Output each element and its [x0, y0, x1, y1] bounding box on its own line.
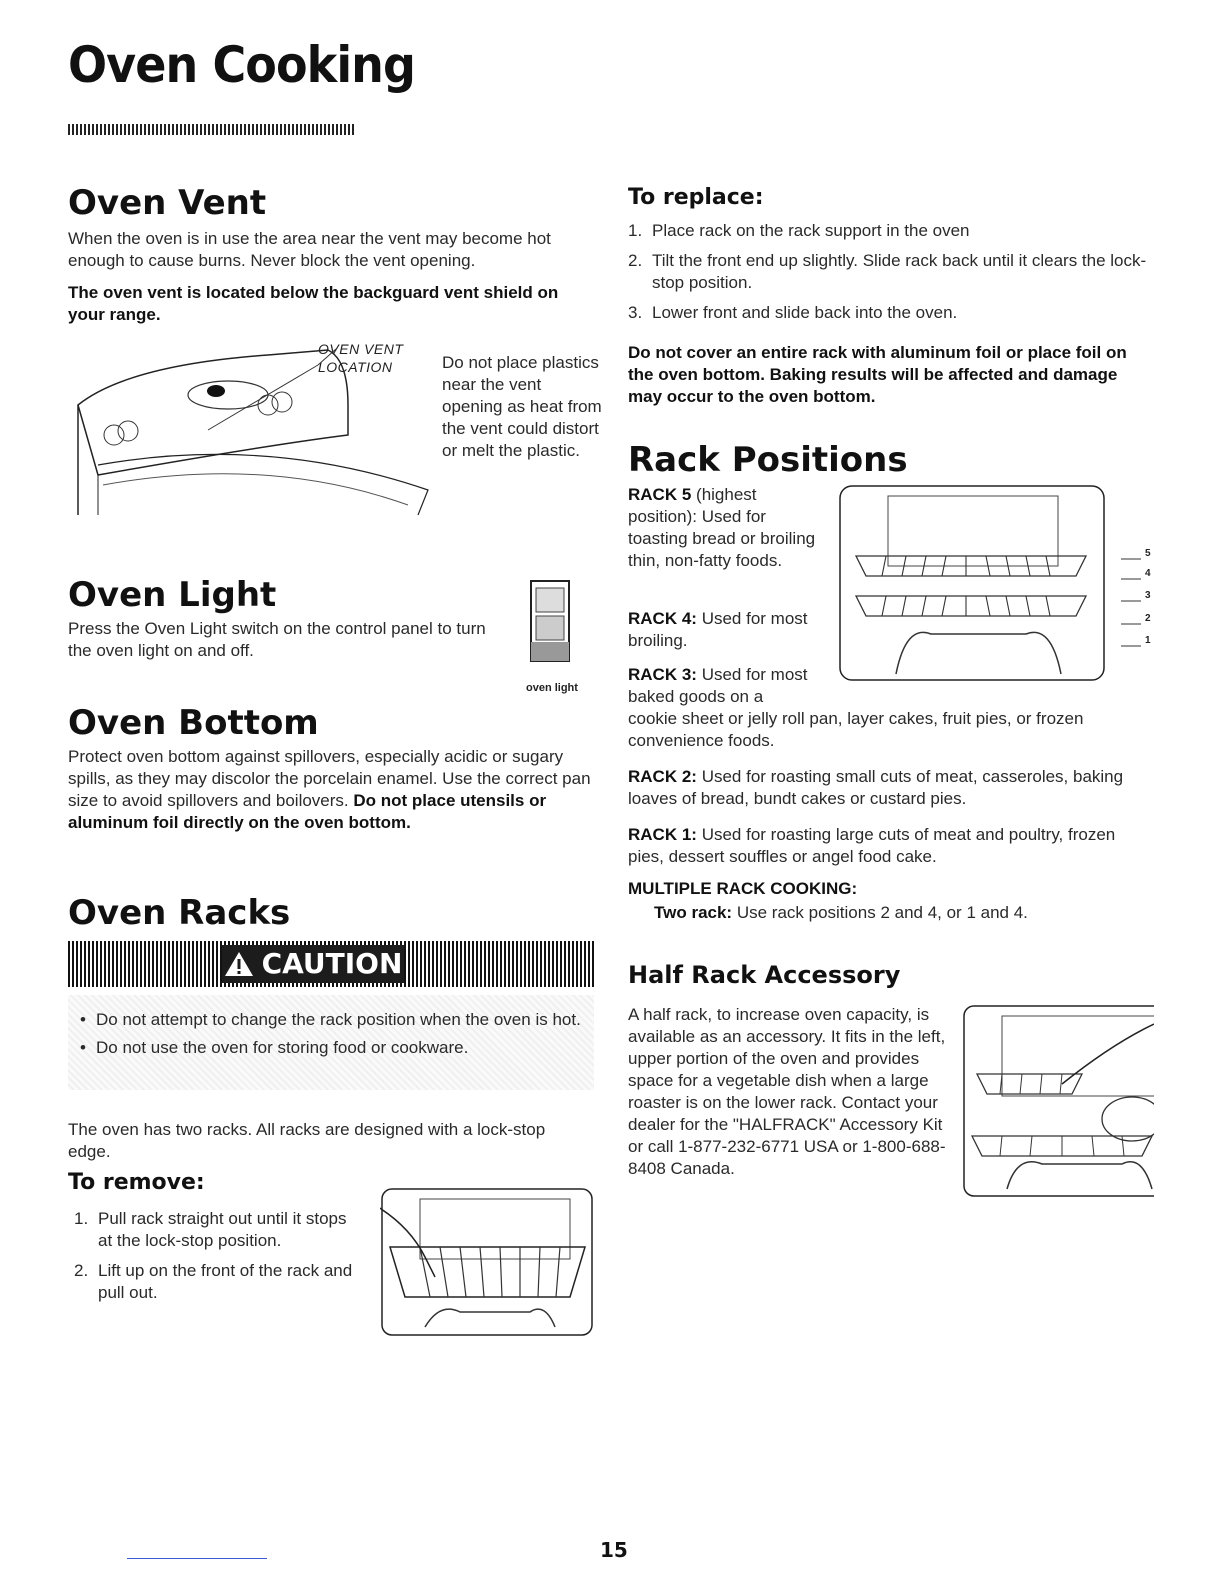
- step-number: 2.: [628, 251, 643, 270]
- rack-1-description: [628, 824, 1154, 868]
- half-rack-body: A half rack, to increase oven capacity, is available as an accessory. It fits in the left, upper portion of the oven and provides space for a vegetable dish when a large roaster is on the lower rack. Contact your dealer for the "HALFRACK" Accessory Kit or call 1-877-232-6771 USA or 1-800-688-8408 Canada.: [628, 1005, 946, 1178]
- oven-vent-location-label: OVEN VENT LOCATION: [318, 341, 404, 375]
- rack-4-description: [628, 608, 828, 652]
- caution-item: • Do not attempt to change the rack position when the oven is hot.: [80, 1010, 581, 1029]
- step-text: Tilt the front end up slightly. Slide rack back until it clears the lock-stop position.: [652, 251, 1147, 292]
- step-number: 1.: [628, 221, 643, 240]
- oven-light-caption: oven light: [526, 682, 578, 694]
- rack-2-description: [628, 766, 1154, 810]
- rack-removal-illustration: [380, 1187, 595, 1337]
- oven-vent-heading: Oven Vent: [68, 183, 267, 223]
- caution-box: [68, 995, 594, 1090]
- to-remove-heading: To remove:: [68, 1170, 205, 1195]
- step-number: 1.: [74, 1209, 89, 1228]
- oven-bottom-body: [68, 746, 592, 834]
- rack-5-text: (highest position): Used for toasting bread or broiling thin, non-fatty foods.: [628, 485, 816, 570]
- multiple-rack-heading: MULTIPLE RACK COOKING:: [628, 879, 858, 898]
- remove-step: [74, 1260, 364, 1304]
- caution-item-text: Do not attempt to change the rack position when the oven is hot.: [96, 1010, 581, 1029]
- rack-5-label: RACK 5: [628, 485, 692, 504]
- half-rack-illustration: [962, 1004, 1154, 1200]
- rack-4-text: Used for most broiling.: [628, 609, 808, 650]
- foil-warning: Do not cover an entire rack with aluminum foil or place foil on the oven bottom. Baking results will be affected and damage may occur to the oven bottom.: [628, 343, 1127, 406]
- oven-bottom-heading: Oven Bottom: [68, 703, 319, 743]
- rack-position-number: 4: [1145, 568, 1151, 579]
- remove-steps: [74, 1208, 364, 1312]
- caution-item-text: Do not use the oven for storing food or cookware.: [96, 1038, 469, 1057]
- caution-label: [222, 945, 404, 983]
- two-rack-label: Two rack:: [654, 903, 733, 922]
- step-text: Lower front and slide back into the oven.: [652, 303, 958, 322]
- step-number: 3.: [628, 303, 643, 322]
- step-text: Place rack on the rack support in the oven: [652, 221, 970, 240]
- oven-light-body: Press the Oven Light switch on the control panel to turn the oven light on and off.: [68, 619, 486, 660]
- footer-line: [127, 1558, 267, 1559]
- caution-text: CAUTION: [261, 947, 403, 980]
- page-title: Oven Cooking: [68, 36, 416, 94]
- title-underline: [68, 124, 356, 135]
- step-text: Lift up on the front of the rack and pull out.: [98, 1261, 353, 1302]
- two-rack-text: Use rack positions 2 and 4, or 1 and 4.: [736, 903, 1028, 922]
- oven-bottom-text: Protect oven bottom against spillovers, especially acidic or sugary spills, as they may discolor the porcelain enamel. Use the correct pan size to avoid spillovers and boilovers.: [68, 747, 591, 810]
- oven-vent-side-note: Do not place plastics near the vent opening as heat from the vent could distort or melt the plastic.: [442, 353, 602, 460]
- replace-steps: [628, 220, 1148, 332]
- oven-racks-body: The oven has two racks. All racks are designed with a lock-stop edge.: [68, 1120, 546, 1161]
- oven-bottom-warning: Do not place utensils or aluminum foil directly on the oven bottom.: [68, 791, 547, 832]
- rack-positions-heading: Rack Positions: [628, 440, 908, 480]
- step-number: 2.: [74, 1261, 89, 1280]
- replace-step: [628, 220, 1148, 242]
- page-number: 15: [600, 1538, 628, 1562]
- rack-position-number: 1: [1145, 635, 1151, 646]
- rack-positions-diagram: [836, 484, 1156, 684]
- rack-3-continued: cookie sheet or jelly roll pan, layer cakes, fruit pies, or frozen convenience foods.: [628, 709, 1084, 750]
- replace-step: [628, 302, 1148, 324]
- half-rack-heading: Half Rack Accessory: [628, 961, 901, 989]
- oven-racks-heading: Oven Racks: [68, 893, 291, 933]
- rack-2-text: Used for roasting small cuts of meat, casseroles, baking loaves of bread, bundt cakes or custard pies.: [628, 767, 1124, 808]
- replace-step: [628, 250, 1148, 294]
- rack-position-number: 3: [1145, 590, 1151, 601]
- to-replace-heading: To replace:: [628, 185, 764, 210]
- range-backguard-illustration: [68, 335, 438, 530]
- oven-light-switch-icon: [530, 580, 570, 662]
- rack-3-label: RACK 3:: [628, 665, 697, 684]
- warning-triangle-icon: [224, 950, 254, 978]
- rack-1-text: Used for roasting large cuts of meat and poultry, frozen pies, dessert souffles or angel food cake.: [628, 825, 1116, 866]
- rack-4-label: RACK 4:: [628, 609, 697, 628]
- rack-position-number: 2: [1145, 613, 1151, 624]
- two-rack-note: [654, 902, 1154, 924]
- oven-vent-body: When the oven is in use the area near the vent may become hot enough to cause burns. Never block the vent opening.: [68, 229, 551, 270]
- oven-light-heading: Oven Light: [68, 575, 277, 615]
- rack-3-description: [628, 664, 838, 708]
- remove-step: [74, 1208, 364, 1252]
- rack-position-number: 5: [1145, 548, 1151, 559]
- step-text: Pull rack straight out until it stops at the lock-stop position.: [98, 1209, 347, 1250]
- rack-5-description: [628, 484, 828, 572]
- caution-item: • Do not use the oven for storing food or cookware.: [80, 1038, 469, 1057]
- rack-2-label: RACK 2:: [628, 767, 697, 786]
- rack-3-text: Used for most baked goods on a: [628, 665, 808, 706]
- oven-vent-note: The oven vent is located below the backguard vent shield on your range.: [68, 283, 559, 324]
- rack-1-label: RACK 1:: [628, 825, 697, 844]
